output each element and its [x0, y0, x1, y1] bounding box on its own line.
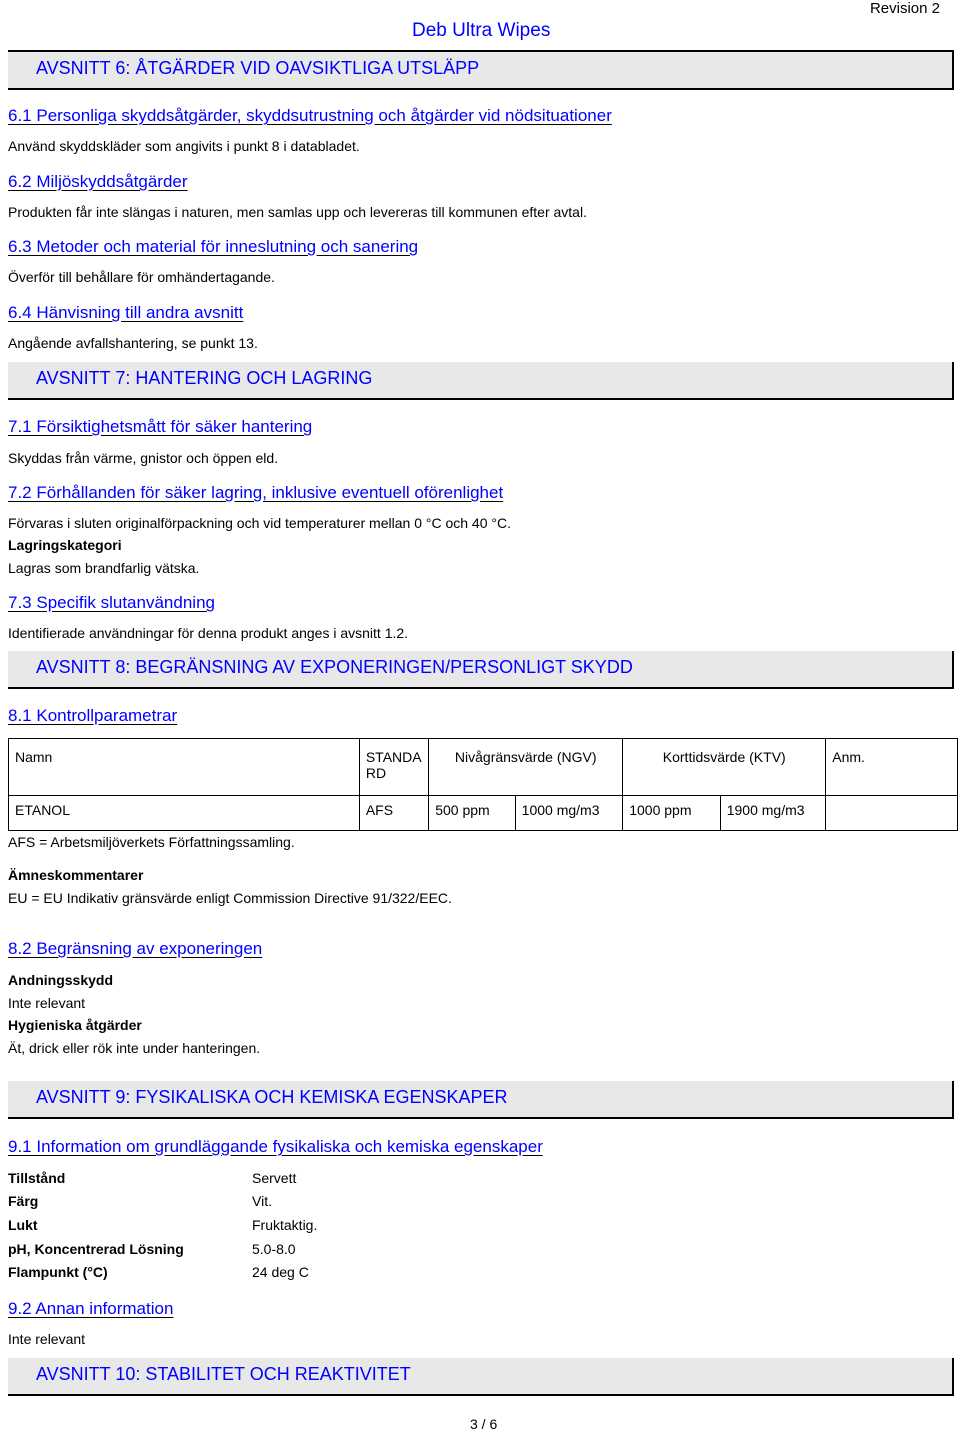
page-number: 3 / 6: [470, 1416, 498, 1432]
cell-ngv-ppm: 500 ppm: [429, 796, 515, 831]
subsection-6-2-title: 6.2 Miljöskyddsåtgärder: [8, 172, 188, 191]
property-value: 5.0-8.0: [252, 1241, 296, 1257]
property-value: Servett: [252, 1170, 297, 1186]
property-label: Flampunkt (°C): [8, 1264, 108, 1280]
section-7-title: AVSNITT 7: HANTERING OCH LAGRING: [36, 368, 373, 388]
cell-note: [826, 796, 958, 831]
property-value: Vit.: [252, 1193, 272, 1209]
section-10-title: AVSNITT 10: STABILITET OCH REAKTIVITET: [36, 1364, 411, 1384]
storage-category-label: Lagringskategori: [8, 537, 122, 553]
hygiene-measures-label: Hygieniska åtgärder: [8, 1017, 142, 1033]
subsection-7-3-title: 7.3 Specifik slutanvändning: [8, 593, 215, 612]
subsection-8-2-title: 8.2 Begränsning av exponeringen: [8, 939, 263, 958]
cell-ngv-mg: 1000 mg/m3: [515, 796, 623, 831]
section-8-header: [8, 651, 954, 689]
subsection-7-2-title: 7.2 Förhållanden för säker lagring, inklusive eventuell oförenlighet: [8, 483, 504, 502]
subsection-9-1-title: 9.1 Information om grundläggande fysikaliska och kemiska egenskaper: [8, 1137, 543, 1156]
section-9-header: [8, 1081, 954, 1119]
property-label: Färg: [8, 1193, 39, 1209]
revision-label: Revision 2: [869, 0, 940, 17]
header-ngv: Nivågränsvärde (NGV): [429, 739, 623, 796]
property-label: Lukt: [8, 1217, 38, 1233]
control-parameters-table: [8, 738, 958, 831]
respiratory-protection-value: Inte relevant: [8, 995, 86, 1011]
section-9-title: AVSNITT 9: FYSIKALISKA OCH KEMISKA EGENSKAPER: [36, 1087, 508, 1107]
subsection-6-3-title: 6.3 Metoder och material för inneslutning och sanering: [8, 237, 419, 256]
header-ktv: Korttidsvärde (KTV): [623, 739, 826, 796]
substance-comments-text: EU = EU Indikativ gränsvärde enligt Commission Directive 91/322/EEC.: [8, 890, 452, 906]
cell-ktv-ppm: 1000 ppm: [623, 796, 721, 831]
property-label: Tillstånd: [8, 1170, 66, 1186]
section-8-title: AVSNITT 8: BEGRÄNSNING AV EXPONERINGEN/PERSONLIGT SKYDD: [36, 657, 633, 677]
subsection-8-1-title: 8.1 Kontrollparametrar: [8, 706, 178, 725]
respiratory-protection-label: Andningsskydd: [8, 972, 114, 988]
table-header-row: [9, 739, 958, 796]
section-10-header: [8, 1358, 954, 1396]
subsection-7-3-text: Identifierade användningar för denna produkt anges i avsnitt 1.2.: [8, 625, 409, 641]
subsection-6-4-text: Angående avfallshantering, se punkt 13.: [8, 335, 258, 351]
subsection-7-2-text: Förvaras i sluten originalförpackning och vid temperaturer mellan 0 °C och 40 °C.: [8, 515, 511, 531]
cell-name: ETANOL: [9, 796, 360, 831]
section-6-header: [8, 52, 954, 90]
subsection-7-1-text: Skyddas från värme, gnistor och öppen eld.: [8, 450, 279, 466]
hygiene-measures-value: Ät, drick eller rök inte under hanteringen.: [8, 1040, 261, 1056]
property-label: pH, Koncentrerad Lösning: [8, 1241, 184, 1257]
header-note: Anm.: [826, 739, 958, 796]
substance-comments-label: Ämneskommentarer: [8, 867, 144, 883]
subsection-6-4-title: 6.4 Hänvisning till andra avsnitt: [8, 303, 244, 322]
header-name: Namn: [9, 739, 360, 796]
document-title: Deb Ultra Wipes: [412, 20, 551, 41]
subsection-6-1-title: 6.1 Personliga skyddsåtgärder, skyddsutrustning och åtgärder vid nödsituationer: [8, 106, 612, 125]
storage-category-value: Lagras som brandfarlig vätska.: [8, 560, 200, 576]
property-value: Fruktaktig.: [252, 1217, 318, 1233]
afs-note: AFS = Arbetsmiljöverkets Författningssamling.: [8, 834, 295, 850]
header-standard: STANDARD: [359, 739, 428, 796]
subsection-6-1-text: Använd skyddskläder som angivits i punkt 8 i databladet.: [8, 138, 360, 154]
subsection-7-1-title: 7.1 Försiktighetsmått för säker hantering: [8, 417, 313, 436]
section-6-title: AVSNITT 6: ÅTGÄRDER VID OAVSIKTLIGA UTSLÄPP: [36, 58, 480, 78]
subsection-9-2-title: 9.2 Annan information: [8, 1299, 174, 1318]
subsection-6-3-text: Överför till behållare för omhändertagande.: [8, 269, 275, 285]
property-value: 24 deg C: [252, 1264, 309, 1280]
cell-ktv-mg: 1900 mg/m3: [720, 796, 826, 831]
subsection-6-2-text: Produkten får inte slängas i naturen, men samlas upp och levereras till kommunen efter avtal.: [8, 204, 587, 220]
table-row: [9, 796, 958, 831]
section-7-header: [8, 362, 954, 400]
subsection-9-2-text: Inte relevant: [8, 1331, 86, 1347]
cell-standard: AFS: [359, 796, 428, 831]
